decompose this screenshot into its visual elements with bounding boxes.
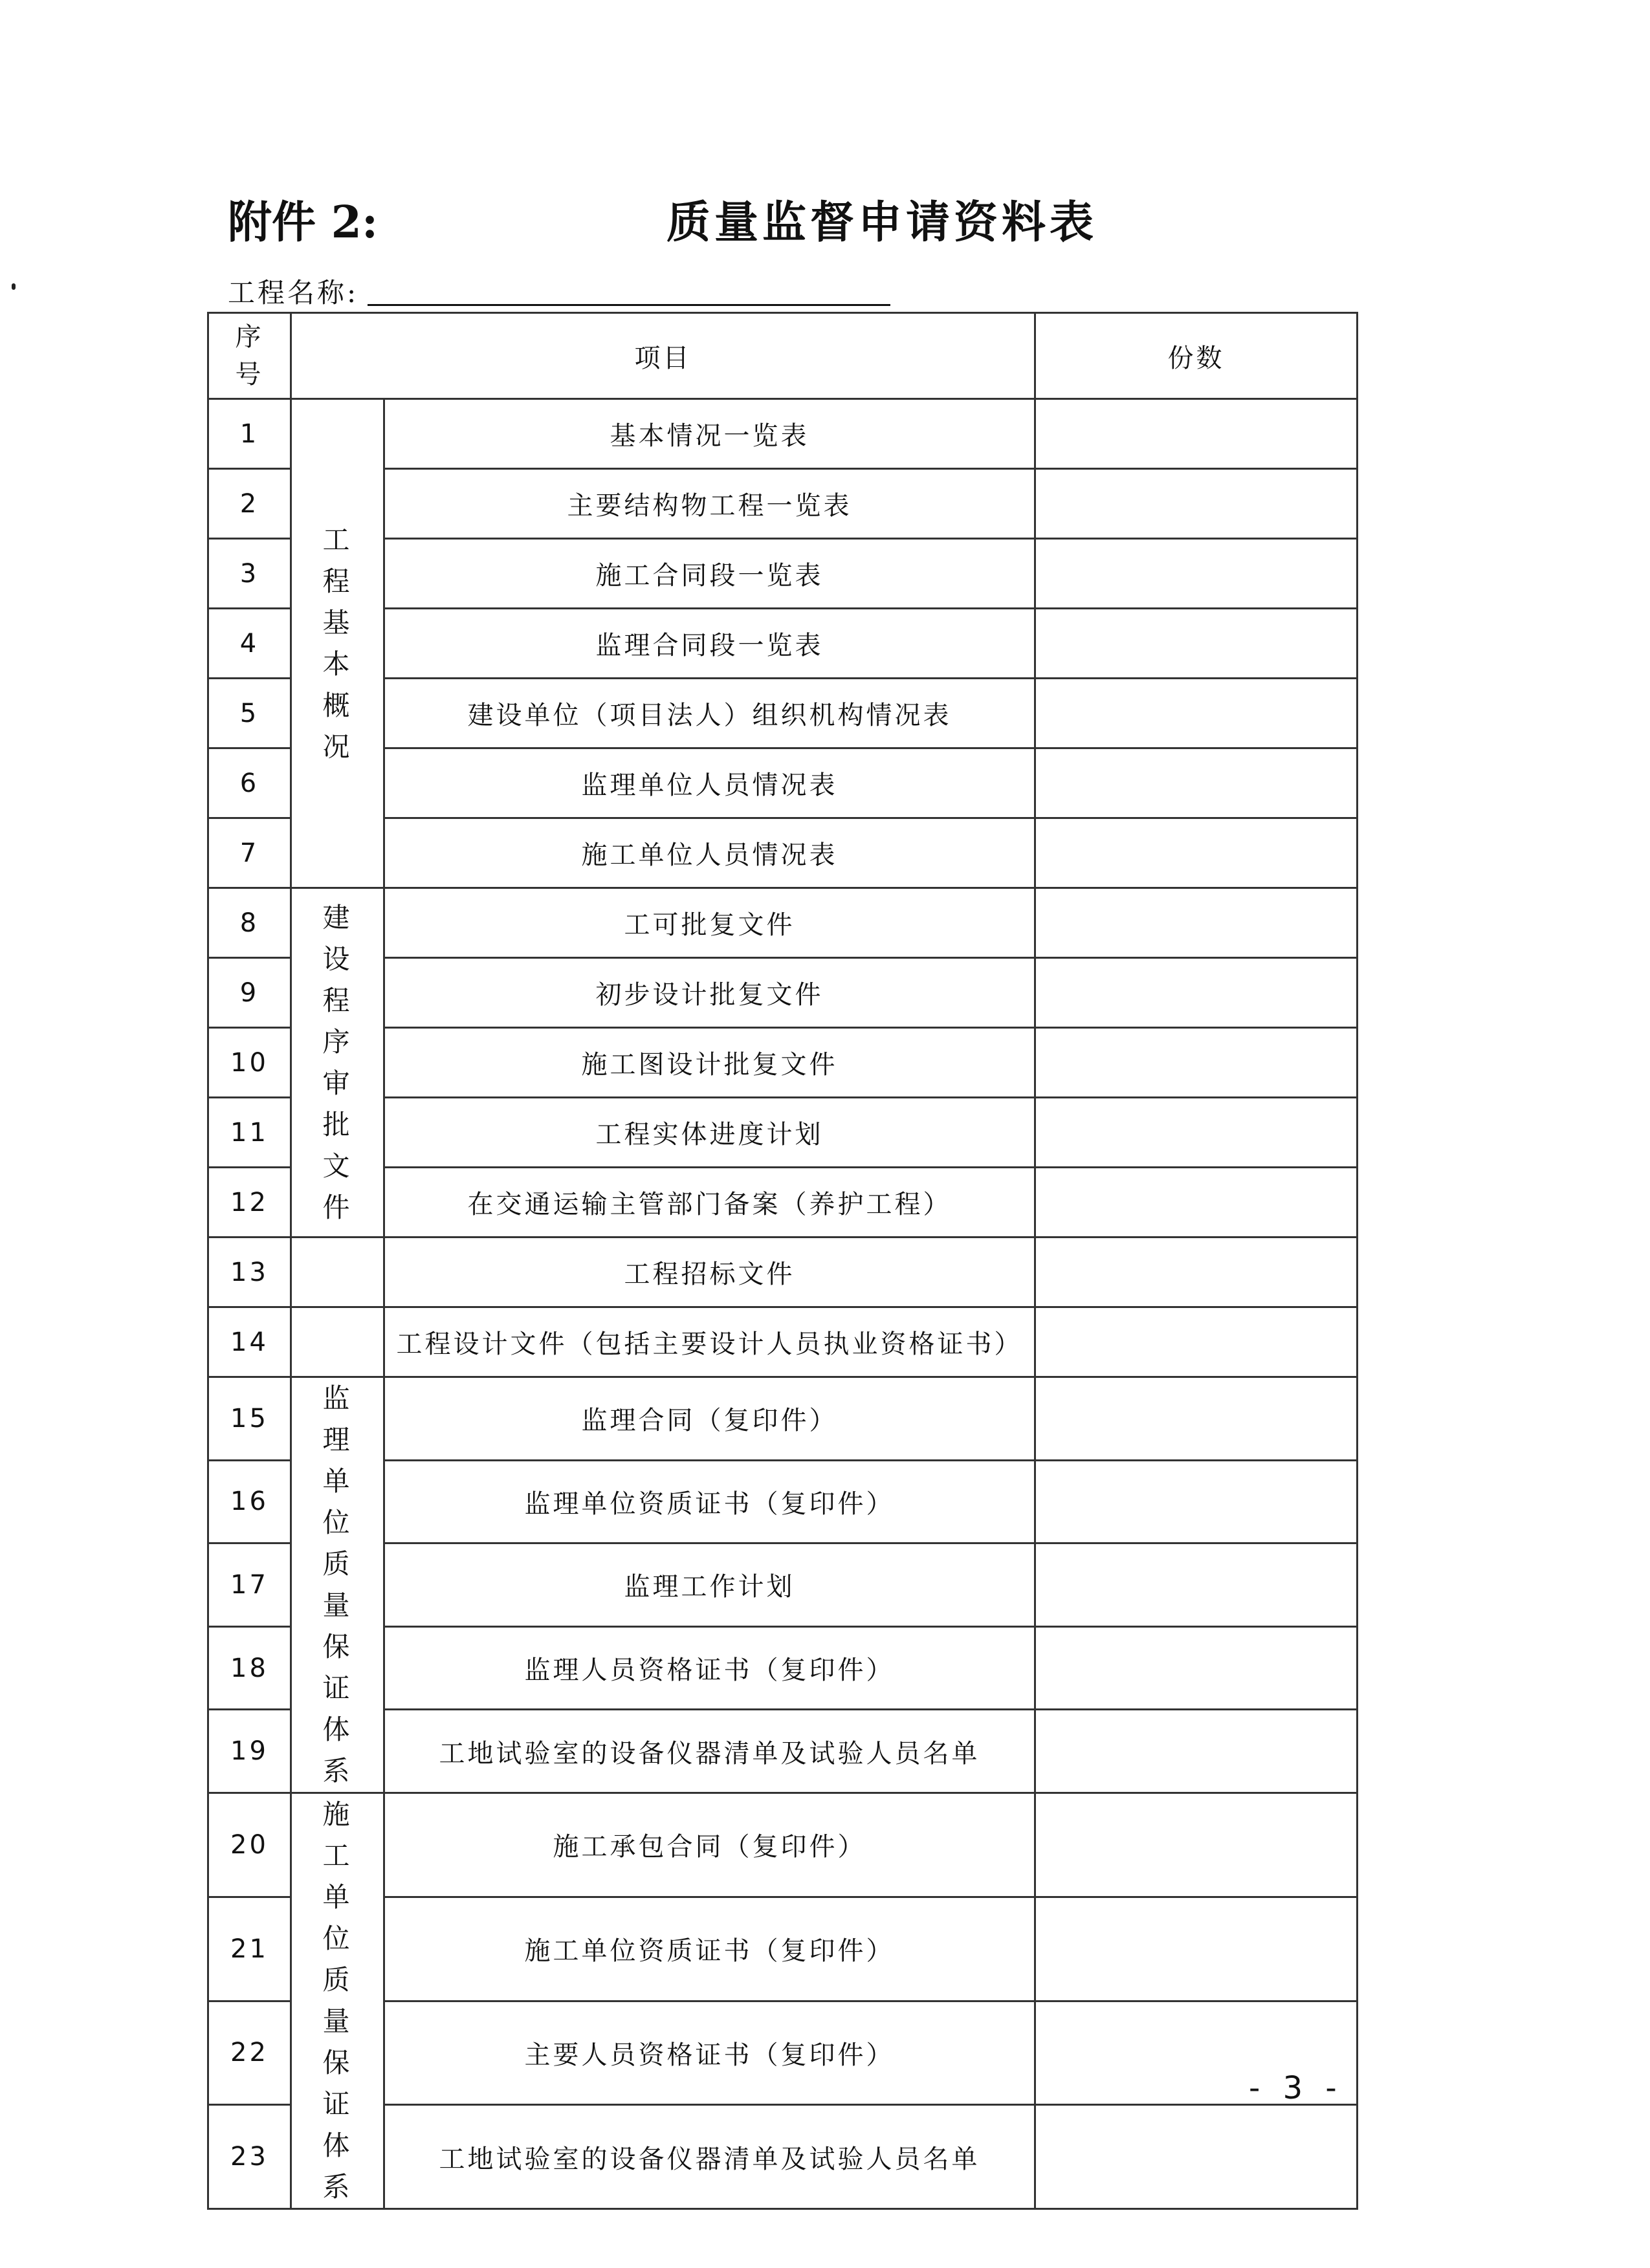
copies-cell[interactable]	[1035, 1793, 1358, 1897]
table-row	[208, 399, 1358, 469]
item-name: 监理单位资质证书（复印件）	[384, 1460, 1035, 1543]
page-title: 质量监督申请资料表	[666, 197, 1098, 248]
row-number: 5	[208, 679, 291, 748]
page-number: - 3 -	[1249, 2070, 1343, 2106]
scan-mark	[12, 283, 16, 290]
row-number: 11	[208, 1098, 291, 1168]
project-name-label: 工程名称:	[228, 277, 359, 309]
copies-cell[interactable]	[1035, 1307, 1358, 1377]
row-number: 12	[208, 1168, 291, 1238]
table-row	[208, 888, 1358, 958]
row-number: 3	[208, 539, 291, 609]
project-name-field[interactable]	[368, 304, 890, 306]
item-name: 在交通运输主管部门备案（养护工程）	[384, 1168, 1035, 1238]
item-name: 基本情况一览表	[384, 399, 1035, 469]
copies-cell[interactable]	[1035, 818, 1358, 888]
row-number: 23	[208, 2105, 291, 2209]
copies-cell[interactable]	[1035, 1460, 1358, 1543]
table-row	[208, 1238, 1358, 1307]
header-item: 项目	[291, 313, 1035, 399]
item-name: 工地试验室的设备仪器清单及试验人员名单	[384, 2105, 1035, 2209]
group-cell	[291, 1307, 384, 1377]
group-cell	[291, 1377, 384, 1793]
copies-cell[interactable]	[1035, 1710, 1358, 1793]
row-number: 6	[208, 748, 291, 818]
row-number: 16	[208, 1460, 291, 1543]
item-name: 工程实体进度计划	[384, 1098, 1035, 1168]
row-number: 1	[208, 399, 291, 469]
attachment-label: 附件 2:	[228, 197, 379, 248]
group-cell	[291, 1238, 384, 1307]
table-row	[208, 1377, 1358, 1461]
copies-cell[interactable]	[1035, 539, 1358, 609]
copies-cell[interactable]	[1035, 2105, 1358, 2209]
group-label: 工程基本概况	[322, 523, 353, 763]
item-name: 主要结构物工程一览表	[384, 469, 1035, 539]
item-name: 主要人员资格证书（复印件）	[384, 2001, 1035, 2105]
group-label: 监理单位质量保证体系	[322, 1382, 353, 1787]
item-name: 监理人员资格证书（复印件）	[384, 1626, 1035, 1710]
copies-cell[interactable]	[1035, 748, 1358, 818]
table-row	[208, 1307, 1358, 1377]
item-name: 工程设计文件（包括主要设计人员执业资格证书）	[384, 1307, 1035, 1377]
item-name: 施工单位资质证书（复印件）	[384, 1897, 1035, 2001]
row-number: 22	[208, 2001, 291, 2105]
item-name: 施工单位人员情况表	[384, 818, 1035, 888]
row-number: 21	[208, 1897, 291, 2001]
copies-cell[interactable]	[1035, 679, 1358, 748]
item-name: 初步设计批复文件	[384, 958, 1035, 1028]
row-number: 15	[208, 1377, 291, 1461]
row-number: 2	[208, 469, 291, 539]
group-cell	[291, 1793, 384, 2209]
item-name: 施工合同段一览表	[384, 539, 1035, 609]
row-number: 4	[208, 609, 291, 679]
row-number: 14	[208, 1307, 291, 1377]
item-name: 工地试验室的设备仪器清单及试验人员名单	[384, 1710, 1035, 1793]
copies-cell[interactable]	[1035, 1543, 1358, 1627]
item-name: 施工图设计批复文件	[384, 1028, 1035, 1098]
row-number: 10	[208, 1028, 291, 1098]
row-number: 8	[208, 888, 291, 958]
group-cell	[291, 888, 384, 1238]
item-name: 监理工作计划	[384, 1543, 1035, 1627]
row-number: 17	[208, 1543, 291, 1627]
row-number: 13	[208, 1238, 291, 1307]
copies-cell[interactable]	[1035, 399, 1358, 469]
item-name: 监理合同（复印件）	[384, 1377, 1035, 1461]
item-name: 施工承包合同（复印件）	[384, 1793, 1035, 1897]
item-name: 建设单位（项目法人）组织机构情况表	[384, 679, 1035, 748]
copies-cell[interactable]	[1035, 1377, 1358, 1461]
header-copies: 份数	[1035, 313, 1358, 399]
copies-cell[interactable]	[1035, 1238, 1358, 1307]
copies-cell[interactable]	[1035, 1168, 1358, 1238]
copies-cell[interactable]	[1035, 1028, 1358, 1098]
table-row	[208, 1793, 1358, 1897]
item-name: 工可批复文件	[384, 888, 1035, 958]
copies-cell[interactable]	[1035, 469, 1358, 539]
table-header-row	[208, 313, 1358, 399]
item-name: 工程招标文件	[384, 1238, 1035, 1307]
application-materials-table	[207, 312, 1358, 2210]
group-label: 建设程序审批文件	[322, 901, 353, 1223]
header-seq-text: 序号	[235, 322, 264, 389]
item-name: 监理单位人员情况表	[384, 748, 1035, 818]
group-label: 施工单位质量保证体系	[322, 1798, 353, 2203]
copies-cell[interactable]	[1035, 1626, 1358, 1710]
copies-cell[interactable]	[1035, 888, 1358, 958]
group-cell	[291, 399, 384, 888]
row-number: 20	[208, 1793, 291, 1897]
copies-cell[interactable]	[1035, 609, 1358, 679]
row-number: 9	[208, 958, 291, 1028]
copies-cell[interactable]	[1035, 1098, 1358, 1168]
copies-cell[interactable]	[1035, 958, 1358, 1028]
row-number: 18	[208, 1626, 291, 1710]
header-seq	[208, 313, 291, 399]
item-name: 监理合同段一览表	[384, 609, 1035, 679]
copies-cell[interactable]	[1035, 1897, 1358, 2001]
row-number: 19	[208, 1710, 291, 1793]
row-number: 7	[208, 818, 291, 888]
